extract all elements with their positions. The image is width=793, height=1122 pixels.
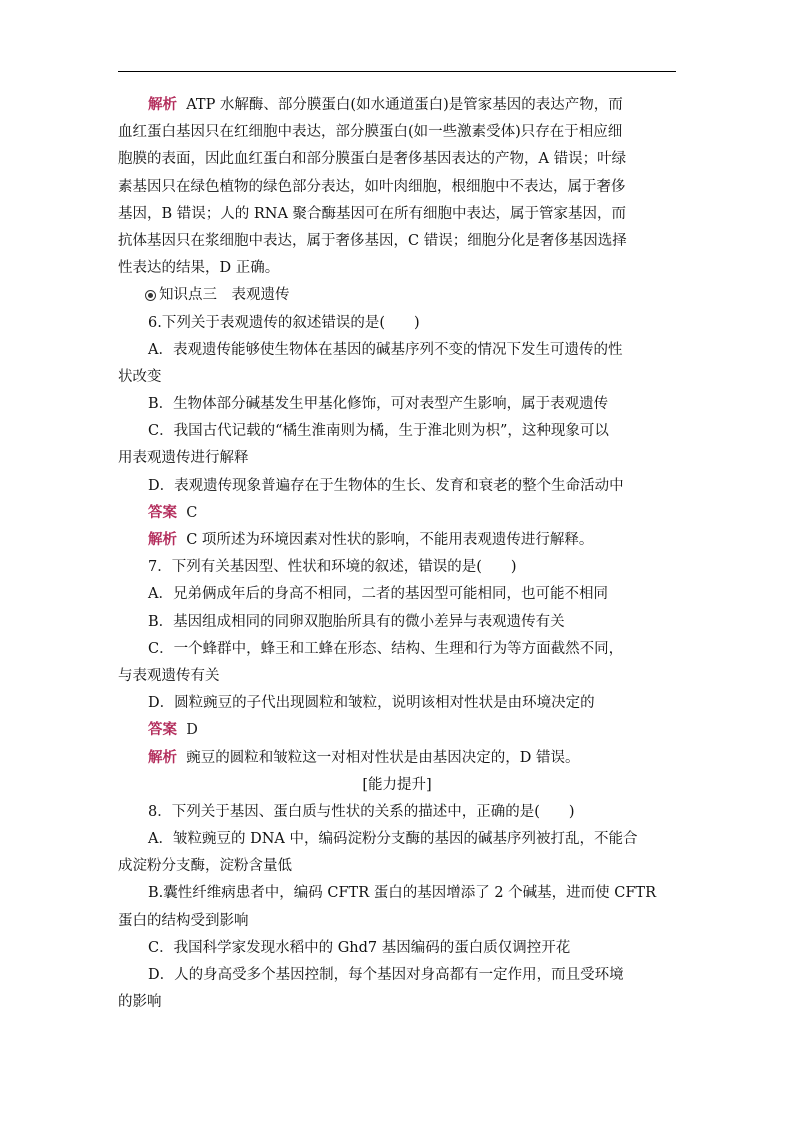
option-b: B．基因组成相同的同卵双胞胎所具有的微小差异与表观遗传有关 [148,613,565,630]
explanation-line: 血红蛋白基因只在红细胞中表达，部分膜蛋白(如一些激素受体)只存在于相应细 [118,124,623,141]
explanation-line: 性表达的结果，D 正确。 [118,260,280,277]
explanation-line: 基因，B 错误；人的 RNA 聚合酶基因可在所有细胞中表达，属于管家基因，而 [118,205,627,222]
bullseye-icon [145,290,156,301]
answer-line [118,500,676,527]
answer-label: 答案 [148,504,177,521]
option-c-cont: 用表观遗传进行解释 [118,450,249,467]
option-d: D．表观遗传现象普遍存在于生物体的生长、发育和衰老的整个生命活动中 [148,477,624,494]
option-c: C．一个蜂群中，蜂王和工蜂在形态、结构、生理和行为等方面截然不同， [148,640,624,657]
document-body [118,92,676,1016]
header-rule [118,71,676,72]
option-a: A．皱粒豌豆的 DNA 中，编码淀粉分支酶的基因的碱基序列被打乱，不能合 [148,831,638,848]
option-b-cont: 蛋白的结构受到影响 [118,912,249,929]
explanation-label: 解析 [148,532,177,548]
question-stem: 7．下列有关基因型、性状和环境的叙述，错误的是( ) [148,559,517,576]
option-c: C．我国科学家发现水稻中的 Ghd7 基因编码的蛋白质仅调控开花 [148,939,571,956]
answer-line [118,717,676,744]
option-a: A．表观遗传能够使生物体在基因的碱基序列不变的情况下发生可遗传的性 [148,341,623,358]
option-a-cont: 状改变 [118,368,162,385]
explanation-line: 解析 C 项所述为环境因素对性状的影响，不能用表观遗传进行解释。 [148,532,594,548]
option-c-cont: 与表观遗传有关 [118,667,220,684]
explanation-line: 抗体基因只在浆细胞中表达，属于奢侈基因，C 错误；细胞分化是奢侈基因选择 [118,232,627,249]
ability-heading: [能力提升] [362,776,432,793]
answer-value: D [186,722,198,739]
option-c: C．我国古代记载的“橘生淮南则为橘，生于淮北则为枳”，这种现象可以 [148,423,609,440]
option-d: D．圆粒豌豆的子代出现圆粒和皱粒，说明该相对性状是由环境决定的 [148,695,595,712]
explanation-label: 解析 [148,749,177,766]
option-b: B.囊性纤维病患者中，编码 CFTR 蛋白的基因增添了 2 个碱基，进而使 CFTR [148,885,657,902]
option-d-cont: 的影响 [118,994,162,1011]
option-d: D．人的身高受多个基因控制，每个基因对身高都有一定作用，而且受环境 [148,967,624,983]
question-stem: 8．下列关于基因、蛋白质与性状的关系的描述中，正确的是( ) [148,803,575,820]
explanation-line: 解析 豌豆的圆粒和皱粒这一对相对性状是由基因决定的，D 错误。 [148,749,580,766]
option-a: A．兄弟俩成年后的身高不相同，二者的基因型可能相同，也可能不相同 [148,586,608,603]
option-a-cont: 成淀粉分支酶，淀粉含量低 [118,858,292,875]
explanation-line: 解析 ATP 水解酶、部分膜蛋白(如水通道蛋白)是管家基因的表达产物，而 [148,97,623,113]
explanation-label: 解析 [148,97,177,113]
option-b: B．生物体部分碱基发生甲基化修饰，可对表型产生影响，属于表观遗传 [148,396,609,413]
section-heading [118,282,676,309]
answer-label: 答案 [148,722,177,739]
answer-value: C [186,504,198,521]
explanation-line: 素基因只在绿色植物的绿色部分表达，如叶肉细胞，根细胞中不表达，属于奢侈 [118,178,626,195]
question-stem: 6.下列关于表观遗传的叙述错误的是( ) [148,314,420,331]
explanation-line: 胞膜的表面，因此血红蛋白和部分膜蛋白是奢侈基因表达的产物，A 错误；叶绿 [118,151,627,168]
section-title: 知识点三 表观遗传 [159,287,290,304]
